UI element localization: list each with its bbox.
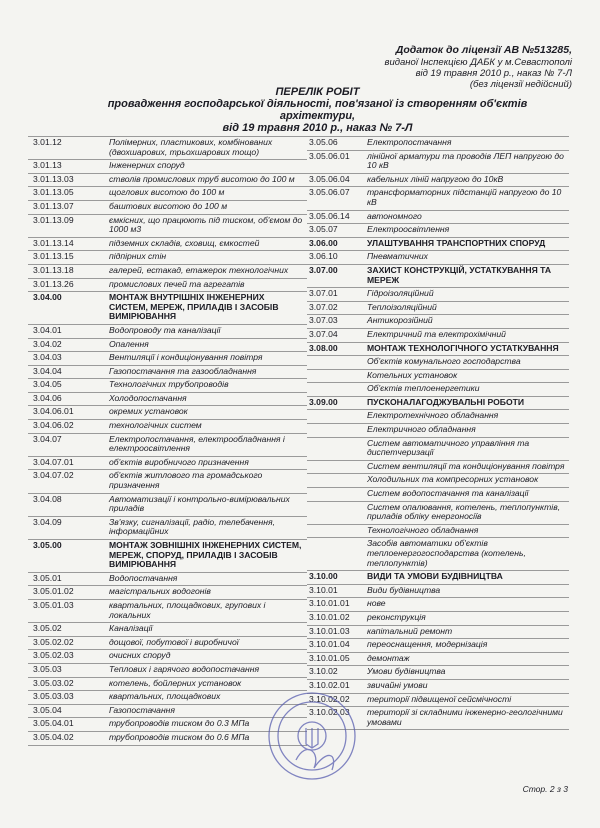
work-code: 3.10.00 (309, 571, 338, 582)
left-table-row (28, 470, 307, 493)
right-table-row (307, 598, 569, 612)
work-description: лінійної арматури та проводів ЛЕП напругою до 10 кВ (367, 150, 564, 171)
right-table-row (307, 356, 569, 370)
left-table-row (28, 265, 307, 279)
left-table-row (28, 292, 307, 325)
work-description: Зв'язку, сигналізації, радіо, телебачення, інформаційних (109, 516, 275, 537)
works-table-left (28, 136, 307, 746)
work-code (307, 439, 367, 458)
work-code: 3.05.01.02 (33, 586, 74, 597)
work-code: 3.09.00 (309, 396, 338, 407)
work-description: Електропостачання (367, 137, 452, 147)
right-table-row (307, 612, 569, 626)
work-code: 3.07.00 (309, 264, 338, 275)
work-code: 3.04.07 (33, 433, 62, 444)
work-description: галерей, естакад, етажерок технологічних (109, 264, 289, 275)
work-description: ВИДИ ТА УМОВИ БУДІВНИЦТВА (367, 571, 503, 582)
work-code (307, 489, 367, 499)
work-description: Опалення (109, 338, 149, 349)
work-description: звичайні умови (367, 679, 428, 690)
work-description: Теплових і гарячого водопостачання (109, 663, 260, 674)
work-description: трубопроводів тиском до 0.6 МПа (109, 731, 250, 742)
right-table-row (307, 538, 569, 571)
work-description: Види будівництва (367, 584, 441, 595)
work-description: Технологічного обладнання (367, 524, 479, 535)
work-code: 3.07.03 (309, 315, 338, 326)
work-code: 3.06.00 (309, 237, 338, 248)
work-code: 3.05.03.03 (33, 691, 74, 702)
work-code: 3.10.01.01 (309, 598, 350, 609)
work-code: 3.04.08 (33, 493, 62, 504)
work-description: Холодильних та компресорних установок (367, 474, 539, 485)
work-description: території підвищеної сейсмічності (367, 693, 512, 704)
left-table-row (28, 251, 307, 265)
work-code: 3.10.01.02 (309, 611, 350, 622)
work-description: ємкісних, що працюють під тиском, об'ємом до 1000 м3 (109, 214, 303, 235)
work-description: МОНТАЖ ТЕХНОЛОГІЧНОГО УСТАТКУВАННЯ (367, 342, 559, 353)
right-table-row (307, 137, 569, 151)
work-code: 3.04.04 (33, 365, 62, 376)
work-code: 3.01.13.09 (33, 214, 74, 225)
right-table-row (307, 238, 569, 252)
left-table-row (28, 540, 307, 573)
right-table-row (307, 315, 569, 329)
work-description: трансформаторних підстанцій напругою до 10 кВ (367, 187, 562, 207)
work-code: 3.01.13.07 (33, 200, 74, 211)
work-description: Антикорозійний (367, 315, 433, 326)
header-line-1: Додаток до ліцензії АВ №513285, (395, 44, 572, 56)
work-description: Пневматичних (367, 251, 428, 262)
work-description: Гідроізоляційний (367, 288, 434, 299)
work-code: 3.04.01 (33, 324, 62, 335)
work-code: 3.10.02.01 (309, 679, 350, 690)
left-table-row (28, 238, 307, 252)
work-description: окремих установок (109, 406, 188, 417)
work-code: 3.04.09 (33, 516, 62, 527)
work-code (307, 462, 367, 472)
work-description: технологічних систем (109, 420, 202, 431)
left-table-row (28, 279, 307, 293)
work-code: 3.05.00 (33, 540, 62, 550)
work-code: 3.05.03 (33, 663, 62, 674)
work-code: 3.05.03.02 (33, 677, 74, 688)
left-table-row (28, 637, 307, 651)
work-code: 3.01.13.14 (33, 237, 74, 248)
page-title (70, 86, 565, 134)
work-description: ЗАХИСТ КОНСТРУКЦІЙ, УСТАТКУВАННЯ ТА МЕРЕЖ (367, 264, 552, 285)
official-seal-icon (266, 690, 358, 782)
work-description: території зі складними інженерно-геологічними умовами (367, 707, 563, 727)
work-description: Електропостачання, електрообладнання і електроосвітлення (109, 433, 285, 454)
work-description: Технологічних трубопроводів (109, 379, 229, 390)
work-code: 3.04.06 (33, 392, 62, 403)
left-table-row (28, 623, 307, 637)
work-description: підземних складів, сховищ, ємкостей (109, 237, 260, 248)
right-table-row (307, 151, 569, 174)
left-table-row (28, 339, 307, 353)
work-description: капітальний ремонт (367, 625, 453, 636)
right-table-row (307, 370, 569, 384)
work-code: 3.07.04 (309, 328, 338, 339)
left-table-row (28, 137, 307, 160)
work-description: Водопостачання (109, 572, 178, 583)
work-description: очисних споруд (109, 650, 171, 661)
work-code: 3.05.07 (309, 224, 338, 235)
work-description: Об'єктів теплоенергетики (367, 383, 480, 394)
work-code: 3.10.01.05 (309, 652, 350, 663)
title-line-1: ПЕРЕЛІК РОБІТ (275, 86, 360, 98)
work-code: 3.05.04.01 (33, 718, 74, 729)
work-code: 3.08.00 (309, 342, 338, 353)
work-description: Систем водопостачання та каналізації (367, 488, 529, 499)
work-description: Полімерних, пластикових, комбінованих (двохшарових, трьохшарових тощо) (109, 137, 273, 157)
work-description: магістральних водогонів (109, 586, 211, 597)
work-code: 3.04.03 (33, 352, 62, 363)
right-table-row (307, 410, 569, 424)
work-description: переоснащення, модернізація (367, 639, 488, 650)
work-description: квартальних, площадкових (109, 691, 221, 702)
work-code (307, 539, 367, 568)
left-table-row (28, 664, 307, 678)
work-code: 3.10.02.02 (309, 693, 350, 704)
work-description: Електричного обладнання (367, 424, 476, 435)
right-table-row (307, 302, 569, 316)
work-description: Систем вентиляції та кондиціонування повітря (367, 460, 565, 471)
right-table-row (307, 211, 569, 225)
right-table-row (307, 187, 569, 210)
right-table-row (307, 288, 569, 302)
work-description: котелень, бойлерних установок (109, 677, 242, 688)
left-table-row (28, 325, 307, 339)
right-table-row (307, 343, 569, 357)
work-description: дощової, побутової і виробничої (109, 636, 239, 647)
work-description: Засобів автоматики об'єктів теплоенергогосподарства (котелень, теплопунктів) (367, 538, 526, 568)
work-description: баштових висотою до 100 м (109, 200, 228, 211)
work-code: 3.01.13.18 (33, 264, 74, 275)
page-number: Стор. 2 з 3 (522, 784, 568, 794)
work-description: щоглових висотою до 100 м (109, 187, 225, 198)
title-line-3: від 19 травня 2010 р., наказ № 7-Л (222, 122, 413, 134)
left-table-row (28, 650, 307, 664)
work-code: 3.04.05 (33, 379, 62, 390)
right-table-row (307, 383, 569, 397)
work-code (307, 371, 367, 381)
work-code: 3.04.02 (33, 338, 62, 349)
work-code: 3.01.13.26 (33, 278, 74, 289)
work-code: 3.07.02 (309, 301, 338, 312)
work-code: 3.04.06.01 (33, 406, 74, 417)
work-description: Систем автоматичного управління та диспетчеризації (367, 437, 530, 458)
work-code: 3.05.04 (33, 704, 62, 715)
work-code: 3.10.02 (309, 666, 338, 677)
work-code: 3.05.01.03 (33, 599, 74, 610)
work-code: 3.05.06 (309, 137, 338, 147)
right-table-row (307, 502, 569, 525)
work-code: 3.10.01.04 (309, 639, 350, 650)
left-table-row (28, 174, 307, 188)
work-code: 3.10.01 (309, 584, 338, 595)
work-description: об'єктів виробничого призначення (109, 456, 249, 467)
right-table-row (307, 585, 569, 599)
work-description: Систем опалювання, котелень, теплопунктів, приладів обліку енергоносіїв (367, 501, 561, 522)
work-code: 3.10.01.03 (309, 625, 350, 636)
right-table-row (307, 424, 569, 438)
work-description: Електричний та електрохімічний (367, 328, 506, 339)
left-table-row (28, 434, 307, 457)
work-code: 3.06.10 (309, 251, 338, 262)
right-table-row (307, 174, 569, 188)
left-table-row (28, 160, 307, 174)
work-code: 3.05.04.02 (33, 731, 74, 742)
work-description: демонтаж (367, 652, 410, 663)
work-code: 3.01.13.03 (33, 173, 74, 184)
right-table-row (307, 488, 569, 502)
left-table-row (28, 187, 307, 201)
work-description: підпірних стін (109, 251, 167, 262)
work-description: МОНТАЖ ЗОВНІШНІХ ІНЖЕНЕРНИХ СИСТЕМ, МЕРЕЖ, СПОРУД, ПРИЛАДІВ І ЗАСОБІВ ВИМІРЮВАННЯ (109, 540, 302, 570)
work-code: 3.01.13 (33, 160, 62, 171)
left-table-row (28, 366, 307, 380)
left-table-row (28, 600, 307, 623)
left-table-row (28, 352, 307, 366)
work-code: 3.01.12 (33, 137, 62, 147)
right-table-row (307, 626, 569, 640)
right-table-row (307, 397, 569, 411)
work-description: Об'єктів комунального господарства (367, 356, 521, 367)
work-description: реконструкція (367, 611, 426, 622)
work-description: Каналізації (109, 623, 153, 634)
work-description: Умови будівництва (367, 666, 446, 677)
work-description: Електротехнічного обладнання (367, 410, 499, 421)
work-code: 3.04.07.02 (33, 470, 74, 481)
work-description: нове (367, 598, 386, 609)
left-table-row (28, 517, 307, 540)
left-table-row (28, 586, 307, 600)
work-code: 3.04.07.01 (33, 456, 74, 467)
license-header (312, 44, 572, 90)
left-table-row (28, 379, 307, 393)
work-code: 3.10.02.03 (309, 707, 350, 718)
right-table-row (307, 461, 569, 475)
left-table-row (28, 215, 307, 238)
work-code: 3.01.13.05 (33, 187, 74, 198)
work-description: Електроосвітлення (367, 224, 450, 235)
work-description: ПУСКОНАЛАГОДЖУВАЛЬНІ РОБОТИ (367, 396, 525, 407)
work-description: квартальних, площадкових, групових і локальних (109, 599, 266, 620)
work-description: стволів промислових труб висотою до 100 м (109, 173, 295, 184)
right-table-row (307, 571, 569, 585)
right-table-row (307, 438, 569, 461)
work-description: Холодопостачання (109, 392, 187, 403)
work-code: 3.05.06.14 (309, 210, 350, 221)
work-description: Інженерних споруд (109, 160, 185, 171)
right-table-row (307, 224, 569, 238)
work-code: 3.05.02.03 (33, 650, 74, 661)
work-code: 3.04.06.02 (33, 420, 74, 431)
work-code (307, 411, 367, 421)
work-description: Газопостачання (109, 704, 176, 715)
work-description: Водопроводу та каналізації (109, 324, 221, 335)
work-code (307, 503, 367, 522)
work-code (307, 357, 367, 367)
title-line-2: провадження господарської діяльності, пов'язаної із створенням об'єктів архітектури, (107, 98, 528, 122)
right-table-row (307, 653, 569, 667)
left-table-row (28, 420, 307, 434)
work-code: 3.07.01 (309, 288, 338, 299)
work-code: 3.05.01 (33, 572, 62, 583)
right-table-row (307, 525, 569, 539)
left-table-row (28, 393, 307, 407)
work-code: 3.05.02.02 (33, 636, 74, 647)
work-description: Газопостачання та газообладнання (109, 365, 257, 376)
left-table-row (28, 573, 307, 587)
right-table-row (307, 329, 569, 343)
work-description: трубопроводів тиском до 0.3 МПа (109, 718, 250, 729)
work-code (307, 425, 367, 435)
work-description: МОНТАЖ ВНУТРІШНІХ ІНЖЕНЕРНИХ СИСТЕМ, МЕРЕЖ, ПРИЛАДІВ І ЗАСОБІВ ВИМІРЮВАННЯ (109, 292, 279, 322)
work-description: Вентиляції і кондиціонування повітря (109, 352, 263, 363)
work-description: УЛАШТУВАННЯ ТРАНСПОРТНИХ СПОРУД (367, 237, 546, 248)
work-description: Котельних установок (367, 369, 458, 380)
left-table-row (28, 406, 307, 420)
right-table-row (307, 265, 569, 288)
work-description: кабельних ліній напругою до 10кВ (367, 173, 504, 184)
works-table-right (307, 136, 569, 730)
work-code: 3.05.06.04 (309, 173, 350, 184)
left-table-row (28, 201, 307, 215)
work-code: 3.05.06.01 (309, 150, 350, 161)
work-code: 3.04.00 (33, 292, 62, 303)
work-code: 3.01.13.15 (33, 251, 74, 262)
right-table-row (307, 474, 569, 488)
right-table-row (307, 251, 569, 265)
work-code: 3.05.02 (33, 623, 62, 634)
right-table-row (307, 639, 569, 653)
work-description: об'єктів житлового та громадського призначення (109, 470, 263, 491)
header-line-3: від 19 травня 2010 р., наказ № 7-Л (415, 68, 572, 79)
header-line-2: виданої Інспекцією ДАБК у м.Севастополі (384, 57, 572, 68)
work-code (307, 526, 367, 536)
work-code (307, 384, 367, 394)
work-code: 3.05.06.07 (309, 187, 350, 198)
work-description: автономного (367, 210, 422, 221)
right-table-row (307, 666, 569, 680)
work-description: Автоматизації і контрольно-вимірювальних приладів (109, 493, 290, 514)
work-description: промислових печей та агрегатів (109, 278, 245, 289)
work-code (307, 475, 367, 485)
left-table-row (28, 457, 307, 471)
work-description: Теплоізоляційний (367, 301, 437, 312)
header-line-4: (без ліцензії недійсний) (469, 79, 572, 90)
left-table-row (28, 494, 307, 517)
